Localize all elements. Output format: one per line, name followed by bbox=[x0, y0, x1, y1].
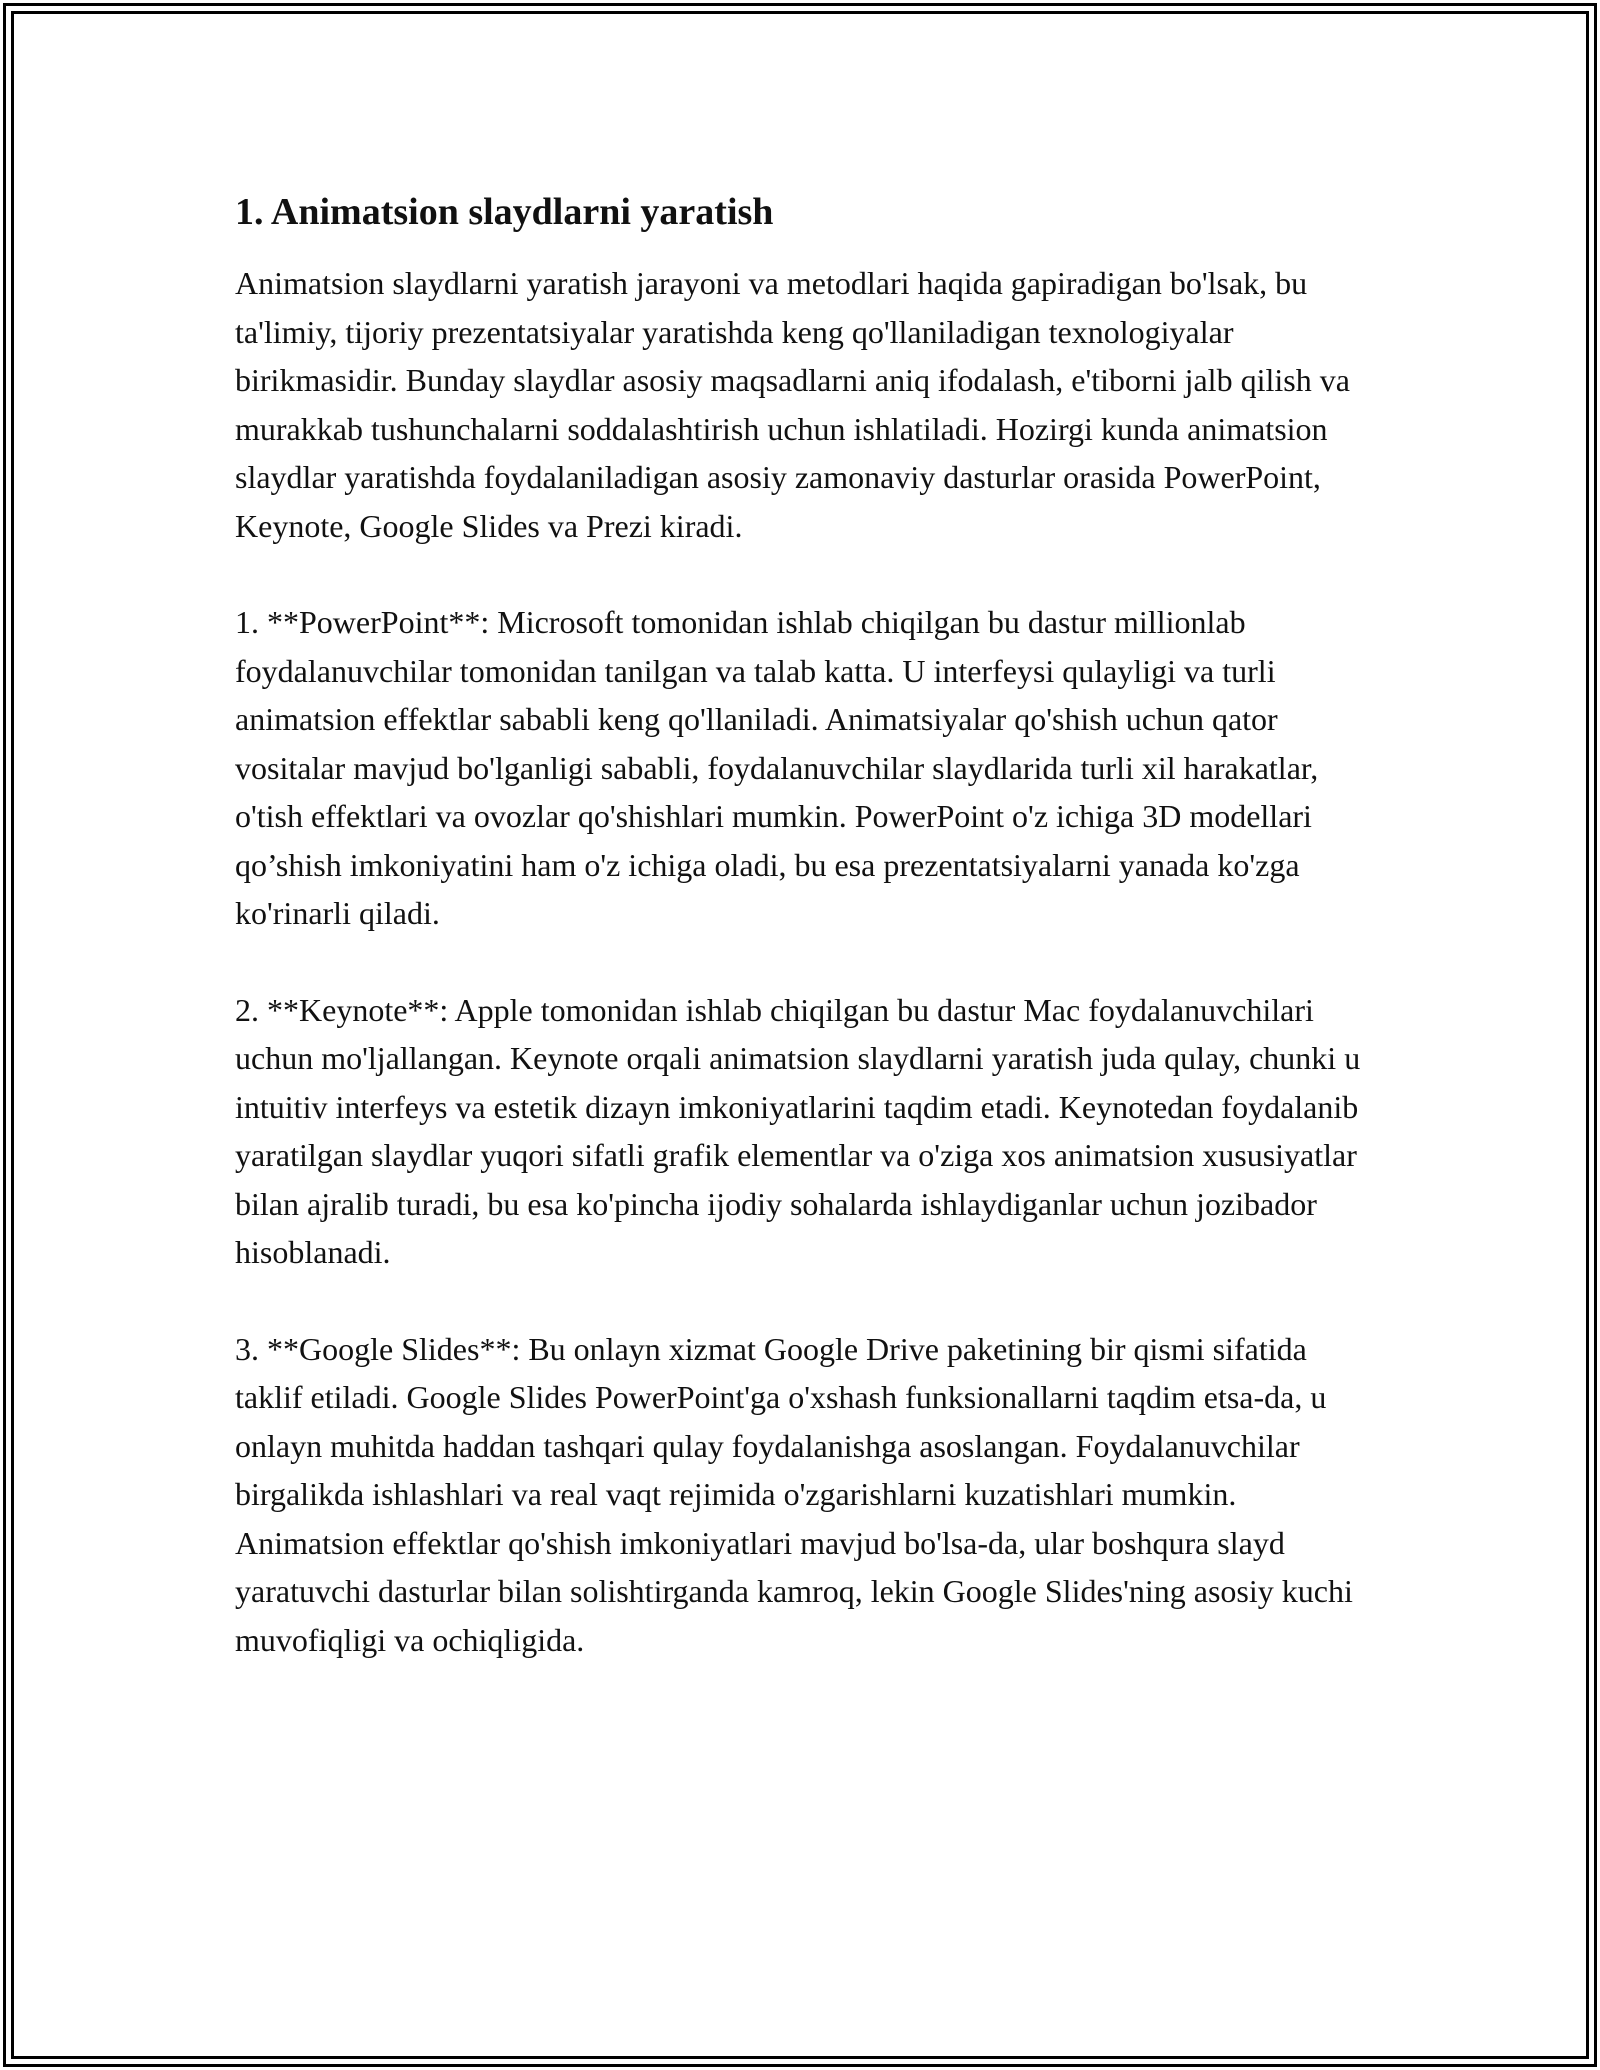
keynote-paragraph: 2. **Keynote**: Apple tomonidan ishlab chiqilgan bu dastur Mac foydalanuvchilari uchun mo'ljallangan. Keynote orqali animatsion slaydlarni yaratish juda qulay, chunki u intuitiv interfeys va estetik dizayn imkoniyatlarini taqdim etadi. Keynotedan foydalanib yaratilgan slaydlar yuqori sifatli grafik elementlar va o'ziga xos animatsion xususiyatlar bilan ajralib turadi, bu esa ko'pincha ijodiy sohalarda ishlaydiganlar uchun jozibador hisoblanadi. bbox=[235, 991, 1361, 1270]
google-slides-paragraph: 3. **Google Slides**: Bu onlayn xizmat Google Drive paketining bir qismi sifatida taklif etiladi. Google Slides PowerPoint'ga o'xshash funksionallarni taqdim etsa-da, u onlayn muhitda haddan tashqari qulay foydalanishga asoslangan. Foydalanuvchilar birgalikda ishlashlari va real vaqt rejimida o'zgarishlarni kuzatishlari mumkin. Animatsion effektlar qo'shish imkoniyatlari mavjud bo'lsa-da, ular boshqura slayd yaratuvchi dasturlar bilan solishtirganda kamroq, lekin Google Slides'ning asosiy kuchi muvofiqligi va ochiqligida. bbox=[235, 1330, 1353, 1658]
section-heading: 1. Animatsion slaydlarni yaratish bbox=[235, 191, 774, 233]
powerpoint-paragraph: 1. **PowerPoint**: Microsoft tomonidan ishlab chiqilgan bu dastur millionlab foydalanuvchilar tomonidan tanilgan va talab katta. U interfeysi qulayligi va turli animatsion effektlar sababli keng qo'llaniladi. Animatsiyalar qo'shish uchun qator vositalar mavjud bo'lganligi sababli, foydalanuvchilar slaydlarida turli xil harakatlar, o'tish effektlari va ovozlar qo'shishlari mumkin. PowerPoint o'z ichiga 3D modellari qo’shish imkoniyatini ham o'z ichiga oladi, bu esa prezentatsiyalarni yanada ko'zga ko'rinarli qiladi. bbox=[235, 604, 1319, 931]
intro-paragraph: Animatsion slaydlarni yaratish jarayoni va metodlari haqida gapiradigan bo'lsak, bu ta'limiy, tijoriy prezentatsiyalar yaratishda keng qo'llaniladigan texnologiyalar birikmasidir. Bunday slaydlar asosiy maqsadlarni aniq ifodalash, e'tiborni jalb qilish va murakkab tushunchalarni soddalashtirish uchun ishlatiladi. Hozirgi kunda animatsion slaydlar yaratishda foydalaniladigan asosiy zamonaviy dasturlar orasida PowerPoint, Keynote, Google Slides va Prezi kiradi. bbox=[235, 265, 1350, 544]
document-body bbox=[235, 185, 1365, 1712]
